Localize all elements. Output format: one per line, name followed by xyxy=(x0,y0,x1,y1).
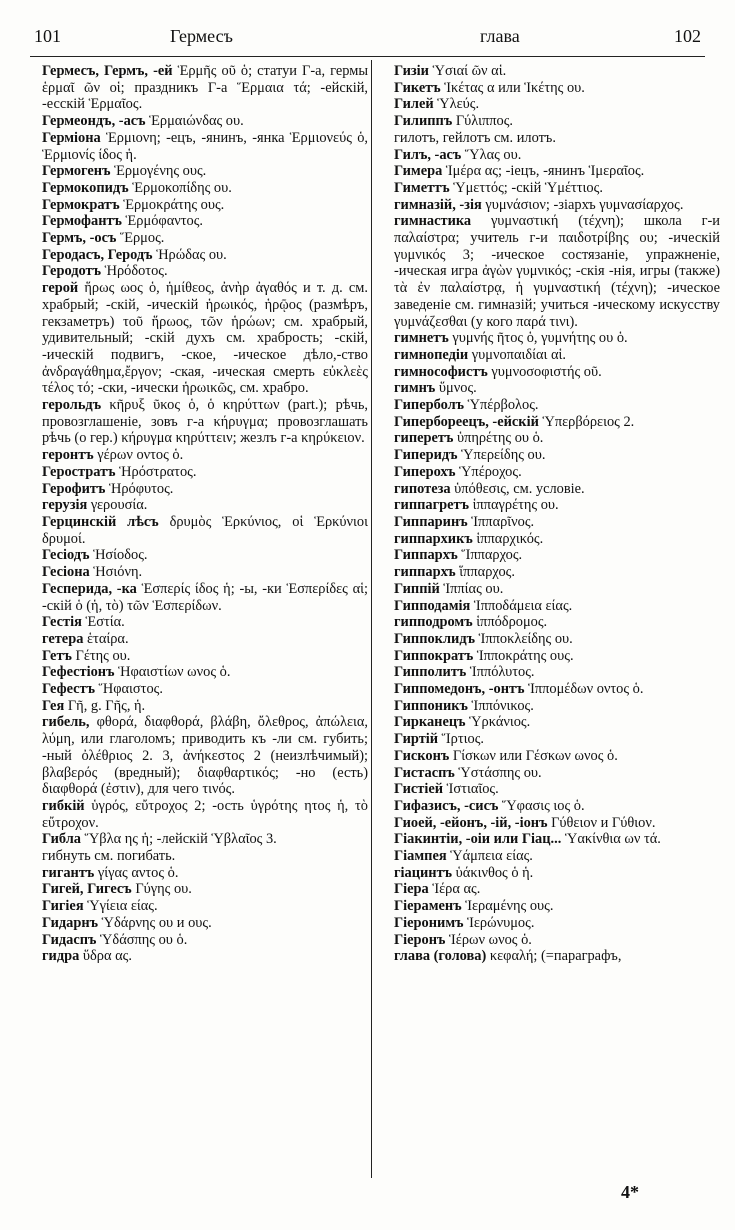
dictionary-entry: Геродасъ, Геродъ Ἡρώδας ου. xyxy=(42,246,227,263)
dictionary-entry: Гермокопидъ Ἑρμοκοπίδης ου. xyxy=(42,179,232,196)
dictionary-entry: Гиппархъ Ἵππαρχος. xyxy=(394,547,523,564)
dictionary-entry: герой ἥρως ωος ὁ, ἡμίθεος, ἀνὴρ ἀγαθός и т. д. см. храбрый; -скій, -ическій ἡρωικός, ἡρῷος (размѣръ, гекзаметръ) τοῦ ἥρωος, τῶν ἡρώων; см. храбрый, удивительный; -скій духъ см. храбрость; -скій, -ическій подвигъ, -ское, -ическое дѣло,-ство ἀνδραγάθημα,ἔργον; -ская, -ическая смерть εὐκλεὲς τέλος τό; -ски, -ически ἡρωικῶς, см. храбро. xyxy=(42,280,369,397)
dictionary-entry: Гиртій Ἵρτιος. xyxy=(394,731,485,748)
dictionary-entry: Гисконъ Γίσκων или Γέσκων ωνος ὁ. xyxy=(394,747,618,764)
right-column xyxy=(384,63,720,965)
dictionary-entry: Гермъ, -осъ Ἕρμος. xyxy=(42,230,165,247)
dictionary-entry: Герофитъ Ἡρόφυτος. xyxy=(42,480,174,497)
dictionary-entry: Гесіодъ Ἡσίοδος. xyxy=(42,547,148,564)
dictionary-entry: гимназій, -зія γυμνάσιον; -зіархъ γυμνασίαρχος. xyxy=(394,196,684,213)
dictionary-entry: Гермесъ, Гермъ, -ей Ἑρμῆς οῦ ὁ; статуи Г-а, гермы ἑρμαῖ ῶν οἱ; праздникъ Г-а Ἕρμαια τά; -ейскій, -есскій Ἑρμαῖος. xyxy=(42,63,368,113)
dictionary-entry: гипотеза ὑπόθεσις, см. условіе. xyxy=(394,480,585,497)
dictionary-entry: гибнуть см. погибать. xyxy=(42,848,176,865)
dictionary-entry: Гипполитъ Ἱππόλυτος. xyxy=(394,664,535,681)
dictionary-entry: Гилъ, -асъ Ὕλας ου. xyxy=(394,146,522,163)
dictionary-entry: глава (голова) κεφαλή; (=параграфъ, xyxy=(394,948,622,965)
dictionary-entry: Гиппоклидъ Ἱπποκλείδης ου. xyxy=(394,630,573,647)
page-header xyxy=(30,26,705,56)
dictionary-entry: Гефестіонъ Ἡφαιστίων ωνος ὁ. xyxy=(42,664,231,681)
dictionary-entry: гимнъ ὕμνος. xyxy=(394,380,477,397)
dictionary-entry: Гигіея Ὑγίεια είας. xyxy=(42,898,158,915)
dictionary-entry: Геродотъ Ἡρόδοτος. xyxy=(42,263,168,280)
dictionary-entry: гиппархикъ ἱππαρχικός. xyxy=(394,530,544,547)
dictionary-entry: Герміона Ἑρμιονη; -ецъ, -янинъ, -янка Ἑρμιονεύς ὁ, Ἑρμιονίς ίδος ἡ. xyxy=(42,129,369,163)
dictionary-entry: Гиперидъ Ὑπερείδης ου. xyxy=(394,447,546,464)
dictionary-entry: Гидарнъ Ὑδάρνης ου и ους. xyxy=(42,914,212,931)
dictionary-entry: Гистаспъ Ὑστάσπης ου. xyxy=(394,764,542,781)
dictionary-entry: Гіеронъ Ἱέρων ωνος ὁ. xyxy=(394,931,532,948)
dictionary-entry: Геростратъ Ἡρόστρατος. xyxy=(42,463,197,480)
dictionary-entry: Гизіи Ὑσιαί ῶν αἱ. xyxy=(394,63,507,79)
dictionary-entry: Гиппоникъ Ἱππόνικος. xyxy=(394,697,534,714)
dictionary-entry: Гиппаринъ Ἱππαρῖνος. xyxy=(394,513,535,530)
dictionary-entry: Гиппомедонъ, -онтъ Ἱππομέδων οντος ὁ. xyxy=(394,681,644,698)
dictionary-entry: Гермократъ Ἑρμοκράτης ους. xyxy=(42,196,225,213)
dictionary-entry: Гефестъ Ἥφαιστος. xyxy=(42,681,163,698)
dictionary-entry: гимнопедіи γυμνοπαιδίαι αἱ. xyxy=(394,346,567,363)
dictionary-entry: гіацинтъ ὑάκινθος ὁ ἡ. xyxy=(394,864,534,881)
dictionary-entry: гигантъ γίγας αντος ὁ. xyxy=(42,864,179,881)
dictionary-entry: гибкій ὑγρός, εὔτροχος 2; -ость ὑγρότης ητος ἡ, τὸ εὔτροχον. xyxy=(42,797,368,831)
dictionary-entry: Гидаспъ Ὑδάσπης ου ὁ. xyxy=(42,931,188,948)
dictionary-entry: гилотъ, гейлотъ см. илотъ. xyxy=(394,129,556,146)
dictionary-entry: Гиоей, -ейонъ, -ій, -іонъ Γύθειον и Γύθιον. xyxy=(394,814,656,831)
dictionary-entry: Гипербореецъ, -ейскій Ὑπερβόρειος 2. xyxy=(394,413,635,430)
dictionary-entry: гипподромъ ἱππόδρομος. xyxy=(394,614,548,631)
dictionary-entry: Герцинскій лѣсъ δρυμὸς Ἑρκύνιος, οἱ Ἑρκύνιοι δρυμοί. xyxy=(42,513,368,547)
dictionary-entry: гимнетъ γυμνής ῆτος ὁ, γυμνήτης ου ὁ. xyxy=(394,330,628,347)
dictionary-entry: герольдъ κῆρυξ ῦκος ὁ, ὁ κηρύττων (part.); рѣчь, провозглашеніе, зовъ г-а κήρυγμα; провозглашать рѣчь (о гер.) κήρυγμα κηρύττειν; жезлъ г-а κηρύκειον. xyxy=(42,397,368,447)
left-column xyxy=(32,63,368,965)
dictionary-entry: Гесіона Ἡσιόνη. xyxy=(42,564,143,581)
dictionary-entry: гетера ἑταίρα. xyxy=(42,630,129,647)
dictionary-entry: гимнастика γυμναστική (τέχνη); школа г-и παλαίστρα; учитель г-и παιδοτρίβης ου; -ическій γυμνικός 3; -ическое состязаніе, упражненіе, -ическая игра ἀγὼν γυμνικός; -скія -нія, игры (также) τὰ ἐν παλαίστρᾳ, ἡ γυμναστική (τέχνη); -ическое заведеніе см. гимназій; учиться -ическому искусству γυμνάζεσθαι (у кого παρά τινι). xyxy=(394,213,720,330)
dictionary-entry: Гіера Ἱέρα ας. xyxy=(394,881,481,898)
left-guide-word: Гермесъ xyxy=(170,26,233,46)
dictionary-entry: Гермеондъ, -асъ Ἑρμαιώνδας ου. xyxy=(42,113,244,130)
dictionary-entry: Гиппій Ἱππίας ου. xyxy=(394,580,504,597)
dictionary-entry: гидра ὕδρα ας. xyxy=(42,948,132,965)
dictionary-entry: Гіампея Ὑάμπεια είας. xyxy=(394,848,533,865)
dictionary-entry: Гирканецъ Ὑρκάνιος. xyxy=(394,714,531,731)
dictionary-entry: Гикетъ Ἱκέτας α или Ἱκέτης ου. xyxy=(394,79,585,96)
dictionary-entry: Гимера Ἱμέρα ας; -іецъ, -янинъ Ἱμεραῖος. xyxy=(394,163,645,180)
dictionary-entry: Гистіей Ἱστιαῖος. xyxy=(394,781,499,798)
column-divider xyxy=(371,60,372,1178)
dictionary-entry: Гіераменъ Ἱεραμένης ους. xyxy=(394,898,554,915)
dictionary-entry: Гифазисъ, -сисъ Ὕφασις ιος ὁ. xyxy=(394,797,585,814)
dictionary-entry: гиппархъ ἵππαρχος. xyxy=(394,564,515,581)
dictionary-entry: Гибла Ὕβλα ης ἡ; -лейскій Ὑβλαῖος 3. xyxy=(42,831,277,848)
dictionary-entry: Гиперболъ Ὑπέρβολος. xyxy=(394,397,539,414)
dictionary-entry: Гермофантъ Ἑρμόφαντος. xyxy=(42,213,204,230)
dictionary-entry: гиппагретъ ἱππαγρέτης ου. xyxy=(394,497,559,514)
header-rule xyxy=(30,56,705,57)
dictionary-entry: Гестія Ἑστία. xyxy=(42,614,125,631)
dictionary-entry: герузія γερουσία. xyxy=(42,497,148,514)
dictionary-entry: гимнософистъ γυμνοσοφιστής οῦ. xyxy=(394,363,602,380)
dictionary-entry: Гея Γῆ, g. Γῆς, ἡ. xyxy=(42,697,146,714)
dictionary-entry: Гиппократъ Ἱπποκράτης ους. xyxy=(394,647,574,664)
dictionary-entry: Гилей Ὑλεύς. xyxy=(394,96,480,113)
left-page-number: 101 xyxy=(34,26,61,46)
dictionary-entry: Гипподамія Ἱπποδάμεια είας. xyxy=(394,597,573,614)
dictionary-entry: Гермогенъ Ἑρμογένης ους. xyxy=(42,163,207,180)
dictionary-entry: гибель, φθορά, διαφθορά, βλάβη, ὄλεθρος, ἀπώλεια, λύμη, или глаголомъ; приводить къ -ли см. губить; -ный ὀλέθριος 2. 3, ἀνήκεστος 2 (неизлѣчимый); βλαβερός (вредный); διαφθαρτικός; -но (есть) διαφθορά (ἐστιν), для чего τινός. xyxy=(42,714,368,798)
dictionary-entry: Гиметтъ Ὑμεττός; -скій Ὑμέττιος. xyxy=(394,179,603,196)
right-guide-word: глава xyxy=(480,26,520,46)
dictionary-entry: Гіакинтіи, -оіи или Гіац... Ὑακίνθια ων τά. xyxy=(394,831,661,848)
dictionary-entry: геронтъ γέρων οντος ὁ. xyxy=(42,447,184,464)
signature-mark: 4* xyxy=(621,1182,639,1202)
right-page-number: 102 xyxy=(674,26,701,46)
dictionary-entry: Гесперида, -ка Ἑσπερίς ίδος ἡ; -ы, -ки Ἑσπερίδες αἱ; -скій ὁ (ἡ, τὸ) τῶν Ἑσπερίδων. xyxy=(42,580,369,614)
dictionary-entry: Гетъ Γέτης ου. xyxy=(42,647,131,664)
dictionary-entry: Гилиппъ Γύλιππος. xyxy=(394,113,513,130)
dictionary-entry: Гигей, Гигесъ Γύγης ου. xyxy=(42,881,192,898)
dictionary-entry: Гиперохъ Ὑπέροχος. xyxy=(394,463,522,480)
dictionary-entry: гиперетъ ὑπηρέτης ου ὁ. xyxy=(394,430,544,447)
dictionary-entry: Гіеронимъ Ἱερώνυμος. xyxy=(394,914,535,931)
